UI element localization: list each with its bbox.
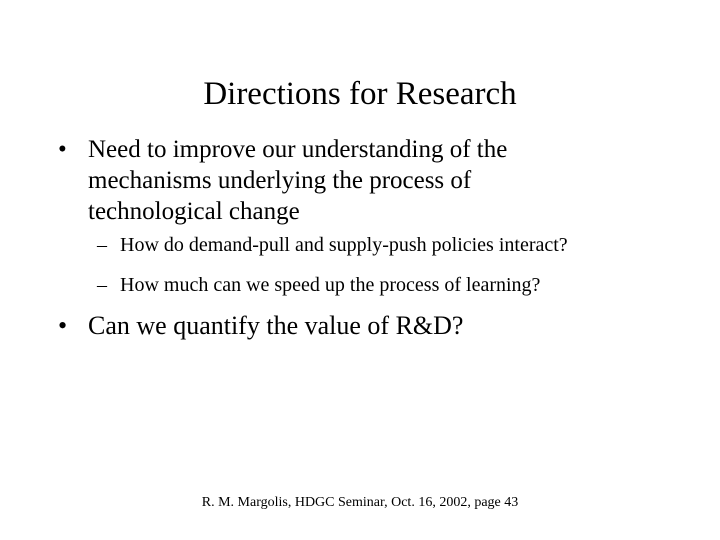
bullet-symbol: • xyxy=(58,136,67,163)
bullet-text-line: mechanisms underlying the process of xyxy=(88,167,472,194)
sub-bullet-item xyxy=(97,232,697,258)
sub-bullet-text: How do demand-pull and supply-push policies interact? xyxy=(120,234,568,256)
sub-bullet-text: How much can we speed up the process of learning? xyxy=(120,274,541,296)
bullet-text xyxy=(88,309,698,343)
bullet-text-line: technological change xyxy=(88,198,300,225)
bullet-item xyxy=(58,134,698,227)
bullet-text-line: Need to improve our understanding of the xyxy=(88,136,508,163)
sub-bullet-symbol: – xyxy=(97,234,107,256)
slide-footer: R. M. Margolis, HDGC Seminar, Oct. 16, 2002, page 43 xyxy=(201,495,519,510)
sub-bullet-item xyxy=(97,272,697,298)
bullet-symbol: • xyxy=(58,311,68,340)
bullet-item xyxy=(58,309,698,343)
sub-bullet-symbol: – xyxy=(97,274,107,296)
slide-title: Directions for Research xyxy=(203,76,517,112)
bullet-text-line: Can we quantify the value of R&D? xyxy=(88,311,464,340)
bullet-text xyxy=(88,134,698,227)
